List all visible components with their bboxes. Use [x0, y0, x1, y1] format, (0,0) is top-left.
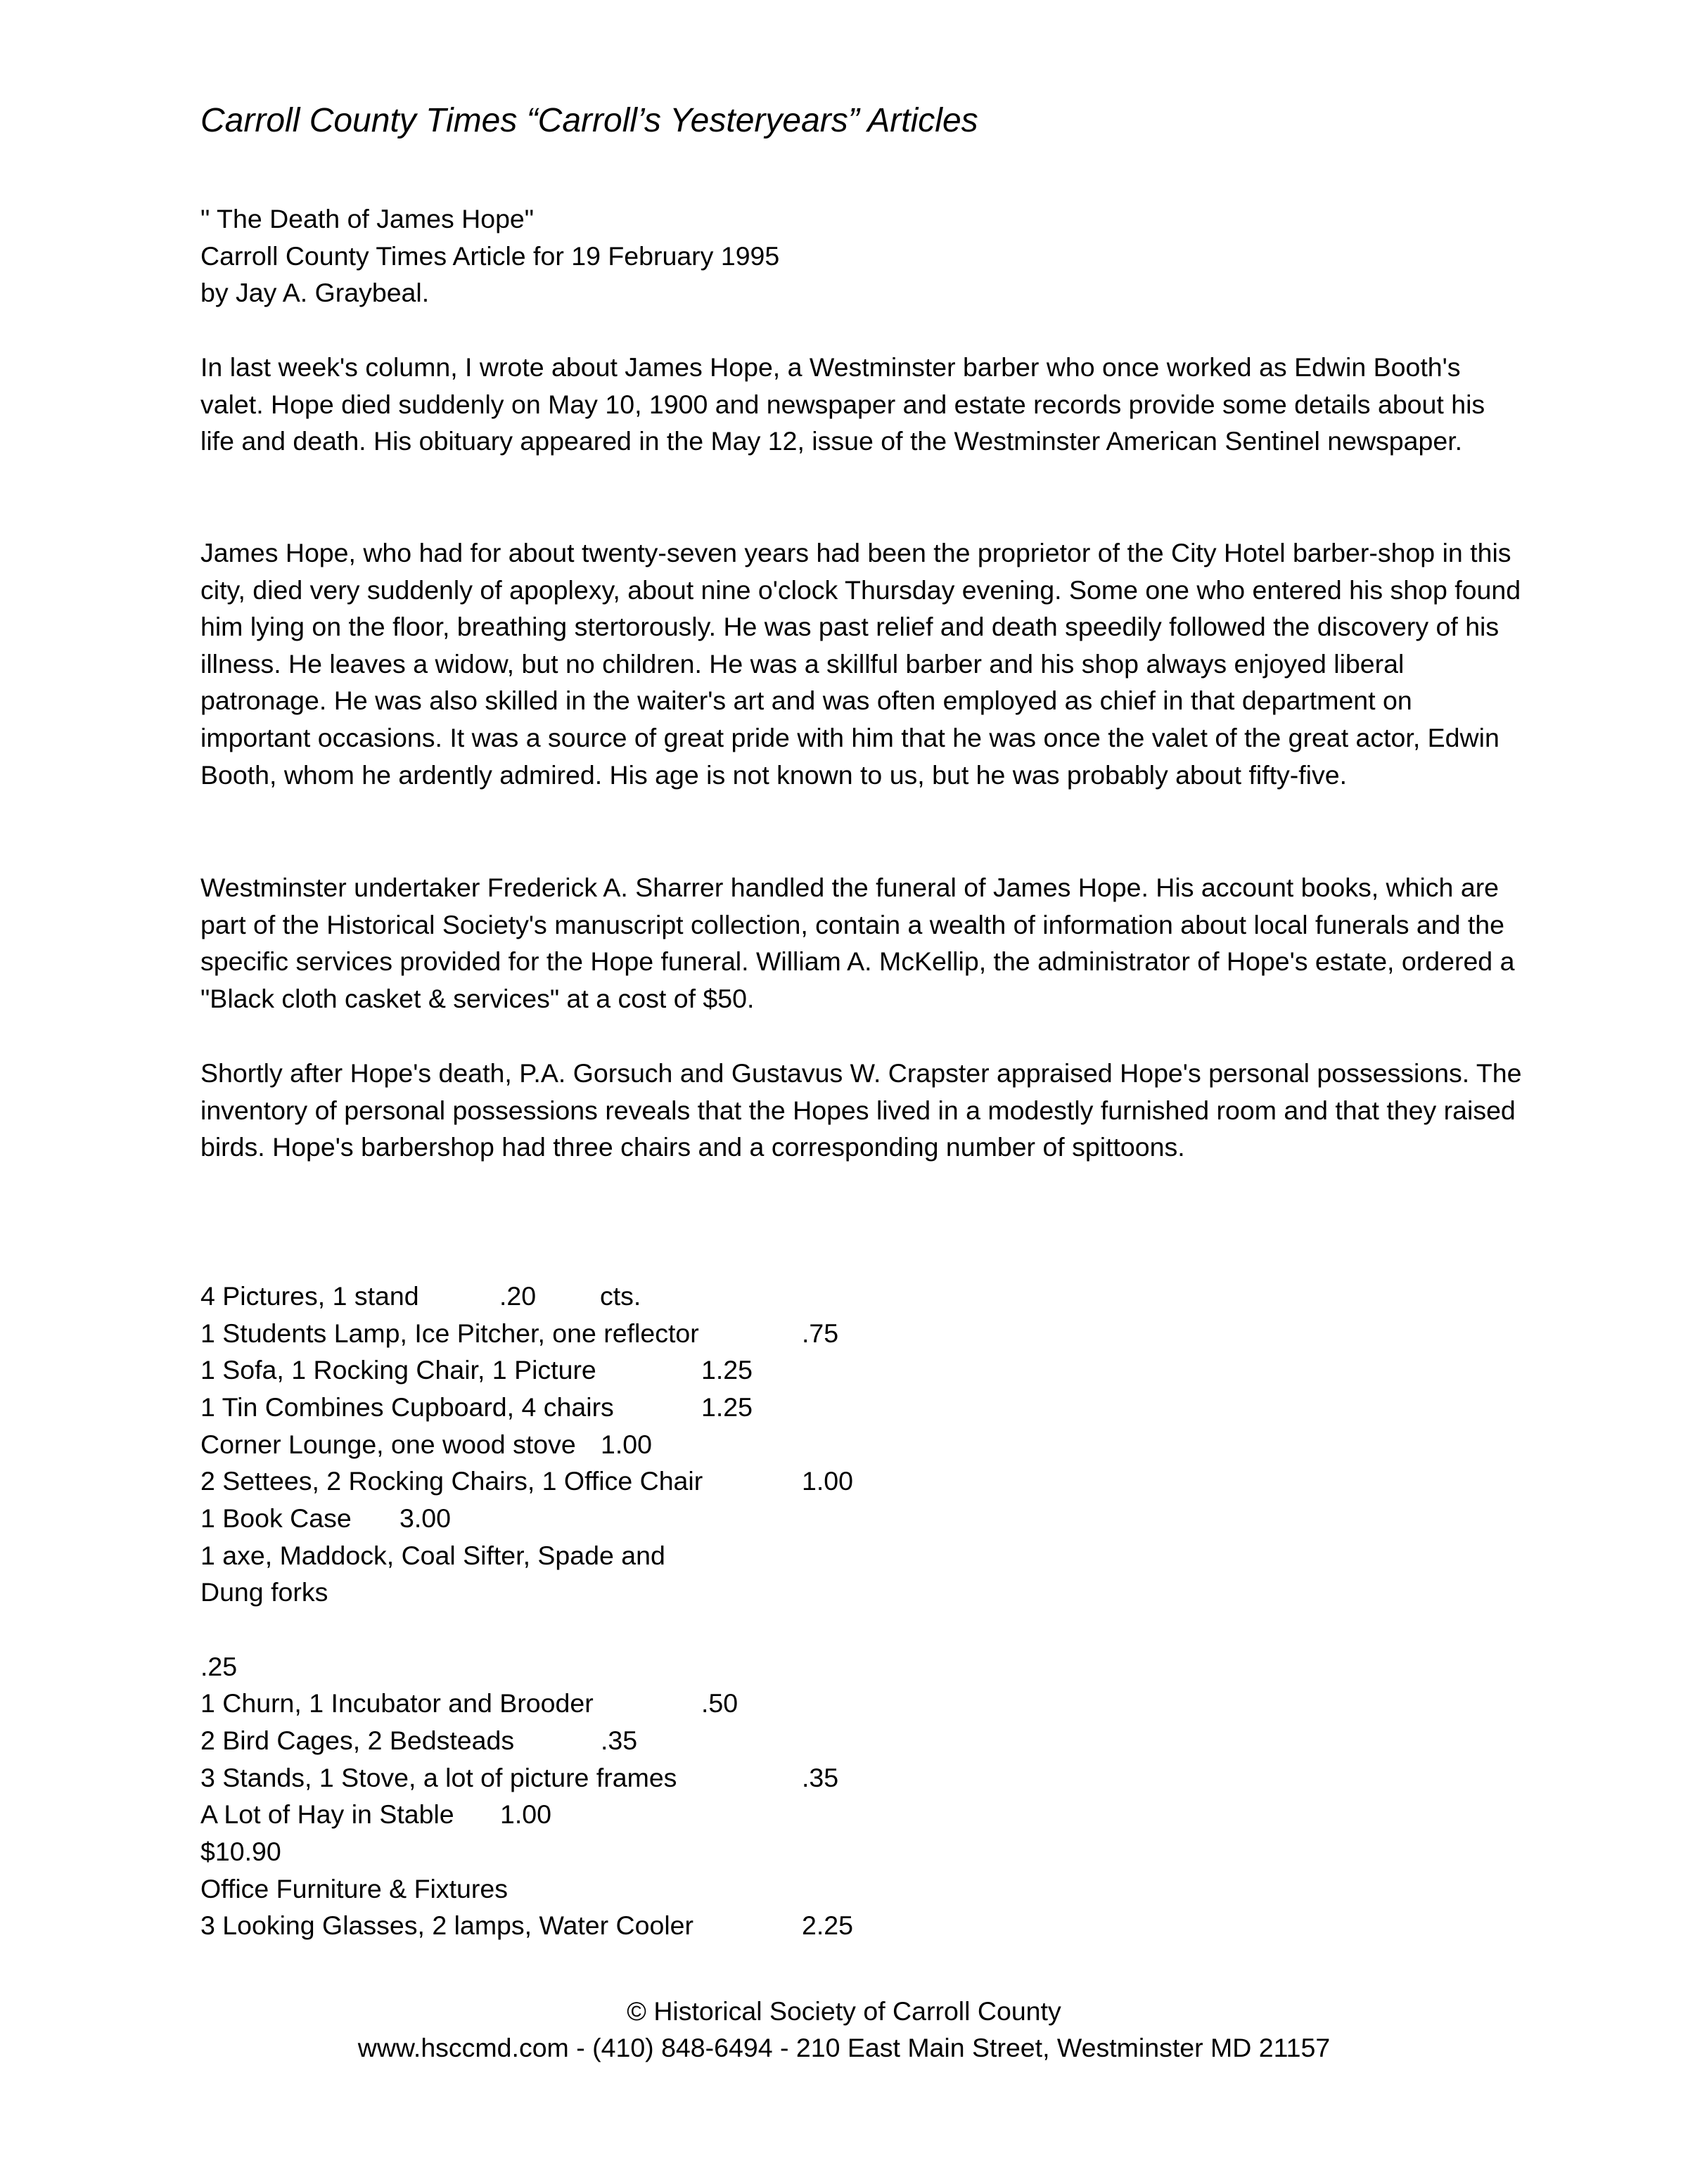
article-heading	[200, 200, 1523, 311]
series-title: Carroll County Times “Carroll’s Yesteryears” Articles	[200, 102, 978, 139]
inventory-item: 2 Bird Cages, 2 Bedsteads	[200, 1726, 515, 1755]
inventory-item: 1 axe, Maddock, Coal Sifter, Spade and	[200, 1541, 665, 1570]
inventory-item: Corner Lounge, one wood stove	[200, 1430, 576, 1459]
paragraph-1: In last week's column, I wrote about James Hope, a Westminster barber who once worked as Edwin Booth's valet. Hope died suddenly on May 10, 1900 and newspaper and estate records provide some details about his life and death. His obituary appeared in the May 12, issue of the Westminster American Sentinel newspaper.	[200, 352, 1485, 456]
footer-copyright: © Historical Society of Carroll County	[627, 1996, 1061, 2026]
footer-contact: www.hsccmd.com - (410) 848-6494 - 210 East Main Street, Westminster MD 21157	[357, 2033, 1331, 2062]
inventory-item: Office Furniture & Fixtures	[200, 1874, 508, 1903]
inventory-value: 1.00	[500, 1799, 551, 1829]
inventory-value: 1.25	[701, 1392, 753, 1422]
inventory-item: 2 Settees, 2 Rocking Chairs, 1 Office Chair	[200, 1466, 703, 1496]
inventory-item: .25	[200, 1652, 238, 1681]
inventory-value: 3.00	[399, 1503, 451, 1533]
inventory-value: 1.25	[701, 1355, 753, 1385]
inventory-item: 1 Students Lamp, Ice Pitcher, one reflector	[200, 1318, 699, 1348]
article-byline: by Jay A. Graybeal.	[200, 278, 430, 308]
inventory-item: 3 Stands, 1 Stove, a lot of picture frames	[200, 1763, 677, 1792]
article-title: " The Death of James Hope"	[200, 204, 535, 233]
inventory-value: 1.00	[601, 1430, 652, 1459]
inventory-item: Dung forks	[200, 1577, 328, 1607]
inventory-item: 1 Churn, 1 Incubator and Brooder	[200, 1688, 594, 1718]
paragraph-4: Shortly after Hope's death, P.A. Gorsuch and Gustavus W. Crapster appraised Hope's personal possessions. The inventory of personal possessions reveals that the Hopes lived in a modestly furnished room and that they raised birds. Hope's barbershop had three chairs and a corresponding number of spittoons.	[200, 1058, 1522, 1162]
inventory-item: 1 Sofa, 1 Rocking Chair, 1 Picture	[200, 1355, 596, 1385]
inventory-value: 1.00	[802, 1466, 853, 1496]
inventory-item: 1 Tin Combines Cupboard, 4 chairs	[200, 1392, 614, 1422]
inventory-unit: cts.	[600, 1281, 641, 1311]
paragraph-2: James Hope, who had for about twenty-seven years had been the proprietor of the City Hotel barber-shop in this city, died very suddenly of apoplexy, about nine o'clock Thursday evening. Some one who entered his shop found him lying on the floor, breathing stertorously. He was past relief and death speedily followed the discovery of his illness. He leaves a widow, but no children. He was a skillful barber and his shop always enjoyed liberal patronage. He was also skilled in the waiter's art and was often employed as chief in that department on important occasions. It was a source of great pride with him that he was once the valet of the great actor, Edwin Booth, whom he ardently admired. His age is not known to us, but he was probably about fifty-five.	[200, 538, 1521, 790]
inventory-item: $10.90	[200, 1837, 281, 1866]
paragraph-3: Westminster undertaker Frederick A. Sharrer handled the funeral of James Hope. His account books, which are part of the Historical Society's manuscript collection, contain a wealth of information about local funerals and the specific services provided for the Hope funeral. William A. McKellip, the administrator of Hope's estate, ordered a "Black cloth casket & services" at a cost of $50.	[200, 873, 1515, 1013]
inventory-value: .35	[802, 1763, 839, 1792]
article-subtitle: Carroll County Times Article for 19 February 1995	[200, 240, 780, 271]
inventory-item: 4 Pictures, 1 stand	[200, 1281, 419, 1311]
inventory-value: .75	[802, 1318, 839, 1348]
inventory-item: 3 Looking Glasses, 2 lamps, Water Cooler	[200, 1910, 694, 1940]
inventory-value: .35	[601, 1726, 638, 1755]
inventory-value: .50	[701, 1688, 738, 1718]
inventory-item: 1 Book Case	[200, 1503, 352, 1533]
inventory-value: .20	[499, 1281, 537, 1311]
inventory-item: A Lot of Hay in Stable	[200, 1799, 454, 1829]
inventory-value: 2.25	[802, 1910, 853, 1940]
